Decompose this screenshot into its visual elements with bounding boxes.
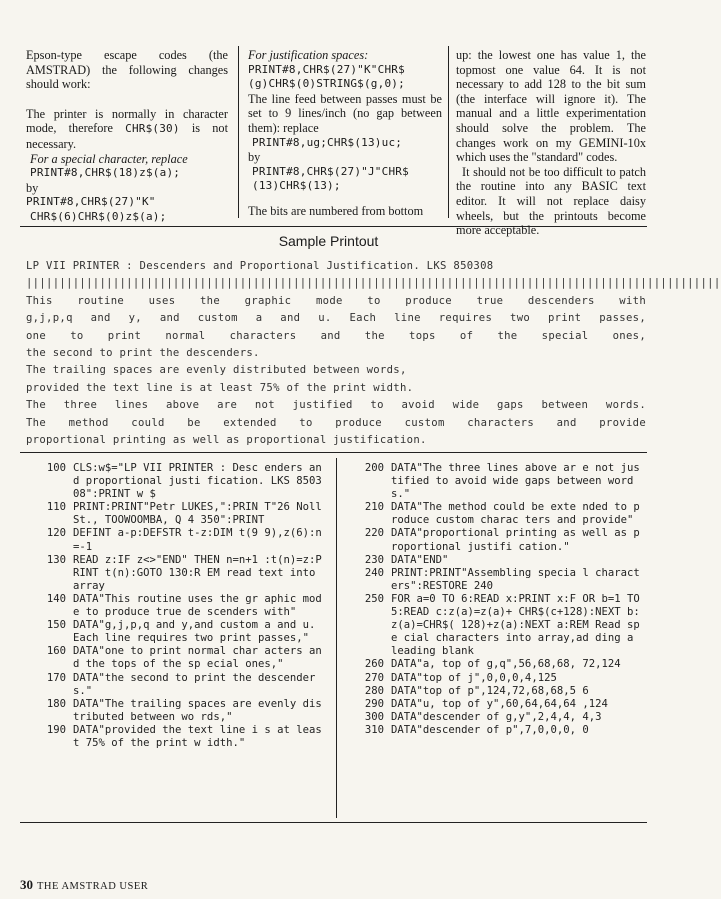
listing-line	[344, 672, 646, 685]
line-number: 260	[364, 658, 384, 671]
listing-line	[26, 698, 326, 724]
printout-line: This routine uses the graphic mode to produce true descenders with	[26, 294, 646, 307]
printout-line: ||||||||||||||||||||||||||||||||||||||||||||||||||||||||||||||||||||||||||||||||||||||||||||||||||||||||	[26, 277, 721, 290]
line-number: 310	[364, 723, 384, 736]
top-column-3	[456, 48, 646, 238]
code-line: (g)CHR$(0)STRING$(g,0);	[248, 77, 405, 91]
line-number: 170	[46, 671, 66, 684]
code-line: PRINT#8,CHR$(18)z$(a);	[30, 166, 181, 180]
listing-line	[344, 501, 646, 527]
printout-line: The method could be extended to produce custom characters and provide	[26, 416, 646, 429]
line-number: 270	[364, 671, 384, 684]
code-line: PRINT#8,CHR$(27)"K"CHR$	[248, 62, 405, 76]
intro-text: Epson-type escape codes (the AMSTRAD) the following changes should work:	[26, 48, 228, 92]
line-code: DATA"a, top of g,q",56,68,68, 72,124	[391, 658, 621, 671]
line-feed-text: The line feed between passes must be set to 9 lines/inch (no gap between them): replace	[248, 91, 442, 135]
line-number: 160	[46, 645, 66, 658]
line-code: PRINT:PRINT"Petr LUKES,":PRIN T"26 Noll St., TOOWOOMBA, Q 4 350":PRINT	[73, 501, 329, 527]
line-number: 240	[364, 566, 384, 579]
line-number: 140	[46, 592, 66, 605]
printout-line: one to print normal characters and the tops of the special ones,	[26, 329, 646, 342]
code-line: PRINT#8,CHR$(27)"K"	[26, 195, 156, 209]
printout-line: provided the text line is at least 75% of the print width.	[26, 381, 414, 394]
printout-line: the second to print the descenders.	[26, 347, 260, 360]
line-code: READ z:IF z<>"END" THEN n=n+1 :t(n)=z:PRINT t(n):GOTO 130:R EM read text into array	[73, 553, 322, 592]
line-code: DATA"top of j",0,0,0,4,125	[391, 671, 557, 684]
patch-text: It should not be too difficult to patch the routine into any BASIC text editor. It will not replace daisy wheels, but the printouts become more acceptable.	[456, 164, 646, 238]
code-line: PRINT#8,CHR$(27)"J"CHR$	[252, 164, 409, 178]
code-line: (13)CHR$(13);	[252, 179, 341, 193]
character-mode-text: The printer is normally in character mode, therefore CHR$(30) is not necessary.	[26, 106, 228, 151]
line-code: DATA"The method could be exte nded to produce custom charac ters and provide"	[391, 501, 640, 527]
listing-line	[26, 501, 329, 527]
printout-line: The three lines above are not justified to avoid wide gaps between words.	[26, 399, 646, 412]
basic-listing-left	[26, 462, 329, 750]
line-code: DATA"top of p",124,72,68,68,5 6	[391, 684, 589, 697]
line-code: PRINT:PRINT"Assembling specia l characters":RESTORE 240	[391, 566, 640, 592]
code-line: PRINT#8,ug;CHR$(13)uc;	[252, 135, 403, 149]
line-number: 200	[364, 462, 384, 474]
line-number: 230	[364, 553, 384, 566]
line-number: 190	[46, 723, 66, 736]
listing-line	[26, 724, 326, 750]
magazine-name: THE AMSTRAD USER	[37, 881, 149, 892]
sample-printout-title: Sample Printout	[278, 233, 379, 249]
listing-line	[344, 593, 646, 658]
line-code: DATA"provided the text line i s at least 75% of the print w idth."	[73, 723, 322, 749]
bits-explanation-text: up: the lowest one has value 1, the topmost one value 64. It is not necessary to add 128 to the bit sum (the interface will ignore it). The manual and a little experimentation should solve the problem. The changes work on my GEMINI-10x which uses the "standard" codes.	[456, 48, 646, 165]
line-code: DATA"END"	[391, 553, 449, 566]
line-number: 120	[46, 527, 66, 540]
line-number: 150	[46, 619, 66, 632]
listing-line	[344, 685, 646, 698]
line-number: 290	[364, 697, 384, 710]
by-text: by	[248, 150, 261, 165]
listing-line	[26, 672, 326, 698]
line-code: DATA"The three lines above ar e not justified to avoid wide gaps between words."	[391, 462, 640, 501]
column-divider	[336, 458, 337, 818]
top-column-2	[248, 48, 442, 219]
line-number: 280	[364, 684, 384, 697]
line-code: DATA"This routine uses the gr aphic mode to produce true de scenders with"	[73, 592, 322, 619]
basic-listing-right	[344, 462, 646, 737]
line-code: FOR a=0 TO 6:READ x:PRINT x:F OR b=1 TO 5:READ c:z(a)=z(a)+ CHR$(c+128):NEXT b:z(a)=CHR$( 128)+z(a):NEXT a:REM Read spe cial characters into array,ad ding a leading blank	[391, 592, 647, 658]
listing-line	[344, 698, 646, 711]
line-number: 220	[364, 527, 384, 540]
section-rule	[20, 452, 647, 453]
printout-line: g,j,p,q and y, and custom a and u. Each line requires two print passes,	[26, 312, 646, 325]
bits-text: The bits are numbered from bottom	[248, 203, 424, 218]
sample-printout	[26, 258, 721, 449]
line-code: DATA"proportional printing as well as proportional justifi cation."	[391, 527, 640, 553]
listing-line	[344, 658, 646, 671]
printout-line: proportional printing as well as proportional justification.	[26, 434, 427, 447]
justification-label: For justification spaces:	[248, 48, 369, 62]
column-divider	[448, 46, 449, 218]
listing-line	[344, 462, 646, 501]
line-number: 100	[46, 462, 66, 474]
line-code: CLS:w$="LP VII PRINTER : Desc enders and proportional justi fication. LKS 850308":PRINT w $	[73, 462, 322, 501]
line-code: DATA"u, top of y",60,64,64,64 ,124	[391, 697, 608, 710]
listing-line	[26, 527, 326, 553]
listing-line	[344, 724, 646, 737]
listing-line	[344, 567, 646, 593]
listing-line	[26, 593, 326, 619]
line-code: DATA"descender of p",7,0,0,0, 0	[391, 723, 589, 736]
printout-line: LP VII PRINTER : Descenders and Proportional Justification. LKS 850308	[26, 260, 494, 272]
page-number: 30	[20, 877, 33, 892]
line-number: 300	[364, 710, 384, 723]
line-code: DATA"one to print normal char acters and the tops of the sp ecial ones,"	[73, 645, 322, 671]
section-rule	[20, 822, 647, 823]
printout-line: The trailing spaces are evenly distributed between words,	[26, 364, 407, 377]
line-code: DATA"g,j,p,q and y,and custom a and u. Each line requires two print passes,"	[73, 619, 322, 645]
top-column-1	[26, 48, 228, 225]
listing-line	[26, 619, 326, 645]
column-divider	[238, 46, 239, 218]
line-code: DATA"descender of g,y",2,4,4, 4,3	[391, 710, 602, 723]
listing-line	[344, 554, 646, 567]
page-footer	[20, 876, 148, 894]
special-character-label: For a special character, replace	[30, 151, 188, 166]
line-number: 130	[46, 553, 66, 566]
listing-line	[26, 554, 326, 593]
by-text: by	[26, 180, 39, 195]
listing-line	[26, 462, 326, 501]
line-code: DATA"The trailing spaces are evenly distributed between wo rds,"	[73, 697, 322, 723]
line-number: 250	[364, 592, 384, 605]
listing-line	[344, 527, 646, 553]
line-code: DATA"the second to print the descenders."	[73, 671, 316, 697]
line-number: 210	[364, 501, 384, 514]
section-rule	[20, 226, 647, 227]
listing-line	[344, 711, 646, 724]
line-code: DEFINT a-p:DEFSTR t-z:DIM t(9 9),z(6):n=-1	[73, 527, 322, 553]
code-line: CHR$(6)CHR$(0)z$(a);	[30, 209, 167, 223]
line-number: 110	[46, 501, 66, 514]
line-number: 180	[46, 697, 66, 710]
listing-line	[26, 645, 326, 671]
